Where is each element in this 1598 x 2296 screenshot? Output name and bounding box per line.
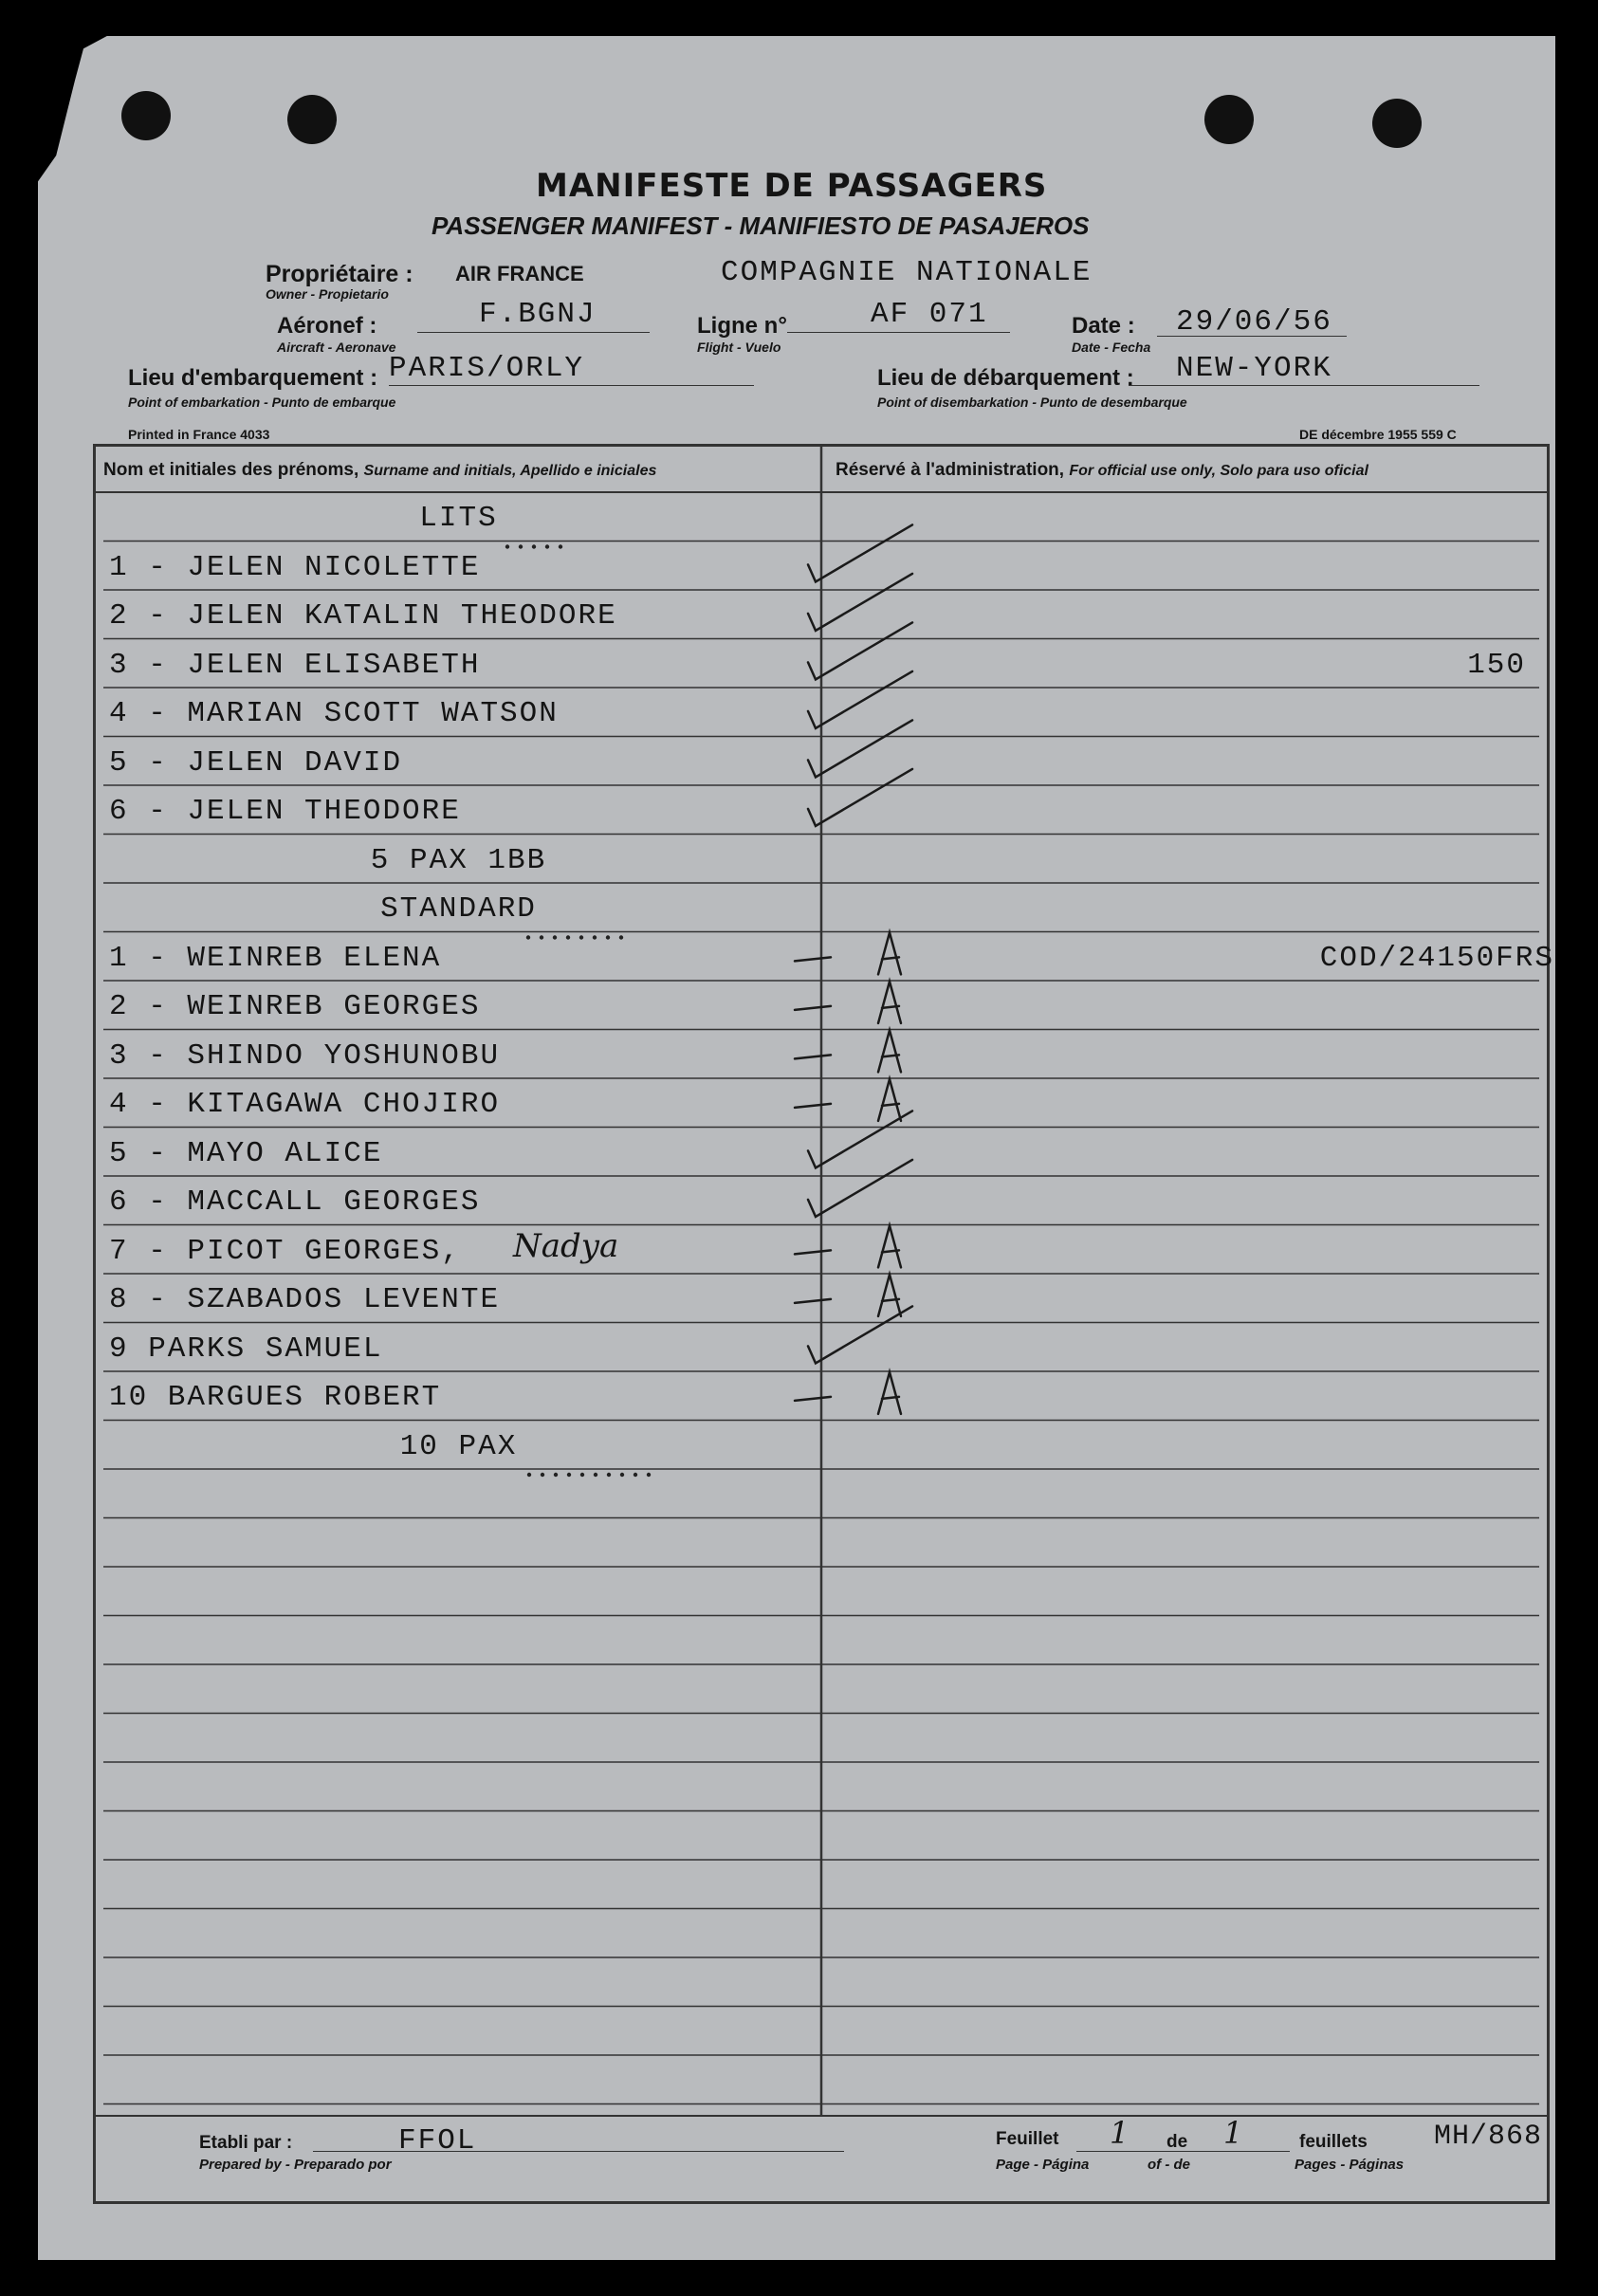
passenger-name: 1 - JELEN NICOLETTE bbox=[109, 550, 481, 584]
form-code: DE décembre 1955 559 C bbox=[1299, 427, 1457, 442]
reference-number: MH/868 bbox=[1434, 2121, 1543, 2153]
checkmark-icon bbox=[808, 574, 912, 631]
dotted-underline bbox=[505, 544, 562, 548]
admin-mark-a bbox=[795, 1275, 901, 1316]
section-heading: 10 PAX bbox=[399, 1429, 518, 1463]
passenger-name: 5 - MAYO ALICE bbox=[109, 1136, 383, 1170]
admin-note: 150 bbox=[1467, 648, 1526, 682]
sheets-label: feuillets bbox=[1299, 2132, 1368, 2152]
admin-mark-a bbox=[795, 982, 901, 1023]
flight-sublabel: Flight - Vuelo bbox=[697, 340, 781, 355]
passenger-name: 6 - MACCALL GEORGES bbox=[109, 1185, 481, 1219]
flight-underline bbox=[787, 332, 1010, 333]
passenger-name: 3 - SHINDO YOSHUNOBU bbox=[109, 1038, 501, 1073]
flight-value: AF 071 bbox=[871, 298, 988, 331]
checkmark-icon bbox=[808, 1306, 912, 1363]
col-admin-header bbox=[836, 460, 1368, 481]
date-value: 29/06/56 bbox=[1176, 305, 1332, 339]
manifest-document bbox=[38, 36, 1555, 2260]
disembark-label: Lieu de débarquement : bbox=[877, 365, 1134, 391]
punch-hole bbox=[1372, 99, 1422, 148]
of-sublabel: of - de bbox=[1148, 2157, 1190, 2173]
prepared-sublabel: Prepared by - Preparado por bbox=[199, 2157, 392, 2173]
col-admin-header-fr: Réservé à l'administration, bbox=[836, 460, 1065, 480]
admin-mark-a bbox=[795, 1079, 901, 1121]
aircraft-sublabel: Aircraft - Aeronave bbox=[277, 340, 396, 355]
col-name-header-fr: Nom et initiales des prénoms, bbox=[103, 460, 359, 480]
punch-hole bbox=[1204, 95, 1254, 144]
document-subtitle: PASSENGER MANIFEST - MANIFIESTO DE PASAJEROS bbox=[432, 211, 1090, 240]
checkmark-icon bbox=[808, 1111, 912, 1167]
owner-printed: AIR FRANCE bbox=[455, 262, 584, 285]
disembark-value: NEW-YORK bbox=[1176, 352, 1332, 385]
passenger-name: 5 - JELEN DAVID bbox=[109, 745, 403, 780]
passenger-name: 4 - KITAGAWA CHOJIRO bbox=[109, 1088, 501, 1121]
checkmark-icon bbox=[808, 622, 912, 679]
section-heading: 5 PAX 1BB bbox=[370, 843, 547, 877]
of-label: de bbox=[1166, 2132, 1188, 2152]
dotted-underline bbox=[527, 1473, 651, 1477]
sheet-total: 1 bbox=[1223, 2115, 1243, 2151]
disembark-underline bbox=[1129, 385, 1479, 386]
checkmark-icon bbox=[808, 524, 912, 581]
col-admin-header-en: For official use only, Solo para uso oficial bbox=[1069, 463, 1368, 479]
admin-mark-a bbox=[795, 1030, 901, 1072]
punch-hole bbox=[121, 91, 171, 140]
passenger-name: 4 - MARIAN SCOTT WATSON bbox=[109, 697, 559, 730]
admin-mark-a bbox=[795, 932, 901, 974]
owner-label: Propriétaire : bbox=[266, 261, 413, 287]
embark-label: Lieu d'embarquement : bbox=[128, 365, 378, 391]
passenger-name: 10 BARGUES ROBERT bbox=[109, 1381, 442, 1414]
embark-value: PARIS/ORLY bbox=[389, 352, 585, 385]
prepared-value: FFOL bbox=[398, 2124, 477, 2158]
sheet-number: 1 bbox=[1110, 2115, 1130, 2151]
passenger-name: 7 - PICOT GEORGES, bbox=[109, 1234, 461, 1268]
embark-sublabel: Point of embarkation - Punto de embarque bbox=[128, 395, 396, 410]
date-sublabel: Date - Fecha bbox=[1072, 340, 1151, 355]
passenger-name: 8 - SZABADOS LEVENTE bbox=[109, 1283, 501, 1316]
dotted-underline bbox=[526, 935, 623, 939]
torn-corner bbox=[38, 36, 118, 258]
col-name-header bbox=[103, 460, 656, 481]
checkmark-icon bbox=[808, 769, 912, 826]
prepared-label: Etabli par : bbox=[199, 2133, 293, 2153]
passenger-name: 9 PARKS SAMUEL bbox=[109, 1332, 383, 1366]
checkmark-icon bbox=[808, 671, 912, 728]
sheet-sublabel: Page - Página bbox=[996, 2157, 1090, 2173]
aircraft-label: Aéronef : bbox=[277, 313, 377, 339]
aircraft-value: F.BGNJ bbox=[479, 298, 597, 331]
passenger-name: 2 - WEINREB GEORGES bbox=[109, 990, 481, 1023]
sheet-underline bbox=[1076, 2151, 1290, 2152]
handwritten-note: Nadya bbox=[513, 1226, 619, 1265]
sheet-label: Feuillet bbox=[996, 2129, 1059, 2149]
passenger-name: 3 - JELEN ELISABETH bbox=[109, 648, 481, 682]
passenger-table bbox=[93, 444, 1554, 2204]
prepared-underline bbox=[313, 2151, 844, 2152]
document-title: MANIFESTE DE PASSAGERS bbox=[536, 167, 1048, 205]
passenger-name: 2 - JELEN KATALIN THEODORE bbox=[109, 599, 617, 633]
col-name-header-en: Surname and initials, Apellido e iniciales bbox=[363, 463, 657, 479]
admin-note: COD/24150FRS bbox=[1319, 941, 1554, 975]
aircraft-underline bbox=[417, 332, 650, 333]
sheets-sublabel: Pages - Páginas bbox=[1295, 2157, 1405, 2173]
embark-underline bbox=[389, 385, 754, 386]
admin-mark-a bbox=[795, 1225, 901, 1267]
passenger-name: 1 - WEINREB ELENA bbox=[109, 941, 442, 975]
section-heading: STANDARD bbox=[380, 892, 537, 926]
checkmark-icon bbox=[808, 1160, 912, 1217]
owner-sublabel: Owner - Propietario bbox=[266, 286, 389, 302]
punch-hole bbox=[287, 95, 337, 144]
admin-mark-a bbox=[795, 1372, 901, 1414]
owner-value: COMPAGNIE NATIONALE bbox=[721, 256, 1093, 289]
disembark-sublabel: Point of disembarkation - Punto de desembarque bbox=[877, 395, 1187, 410]
printed-in-note: Printed in France 4033 bbox=[128, 427, 270, 442]
checkmark-icon bbox=[808, 720, 912, 777]
date-underline bbox=[1157, 336, 1347, 337]
date-label: Date : bbox=[1072, 313, 1135, 339]
flight-label: Ligne n° bbox=[697, 313, 787, 339]
section-heading: LITS bbox=[419, 502, 498, 535]
passenger-name: 6 - JELEN THEODORE bbox=[109, 795, 461, 828]
